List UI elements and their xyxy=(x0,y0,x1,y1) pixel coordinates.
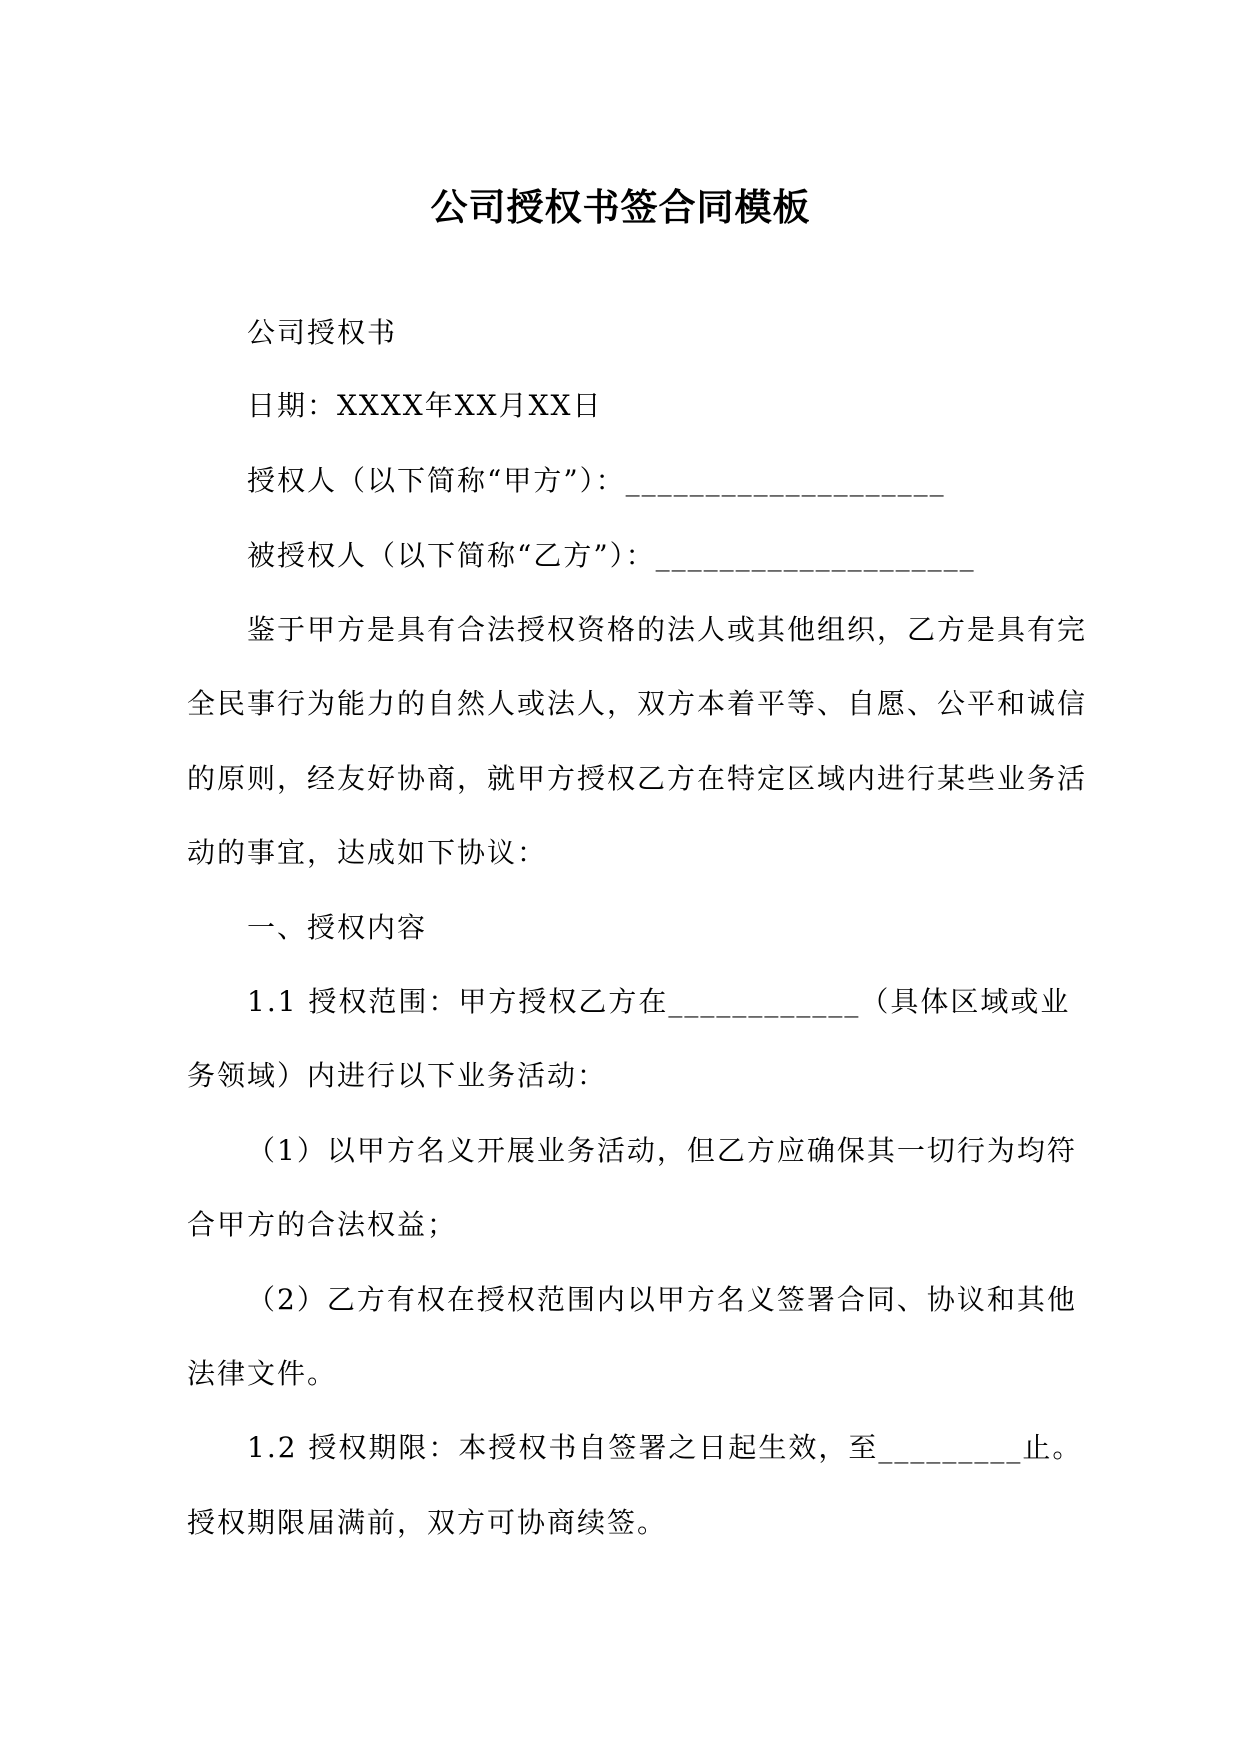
grantee-line: 被授权人（以下简称“乙方”）：____________________ xyxy=(247,539,976,572)
grantor-line: 授权人（以下简称“甲方”）：____________________ xyxy=(247,464,946,497)
clause-line: 授权期限届满前，双方可协商续签。 xyxy=(187,1506,668,1539)
paragraph-line: 鉴于甲方是具有合法授权资格的法人或其他组织，乙方是具有完 xyxy=(247,613,1088,646)
doc-heading-authorization: 公司授权书 xyxy=(247,316,398,349)
clause-line: 1.1 授权范围：甲方授权乙方在____________（具体区域或业 xyxy=(247,985,1071,1018)
section-heading: 一、授权内容 xyxy=(247,911,428,944)
paragraph-line: 的原则，经友好协商，就甲方授权乙方在特定区域内进行某些业务活 xyxy=(187,762,1088,795)
list-item: （1）以甲方名义开展业务活动，但乙方应确保其一切行为均符 xyxy=(247,1134,1077,1167)
list-item-continuation: 合甲方的合法权益； xyxy=(187,1208,458,1241)
list-item: （2）乙方有权在授权范围内以甲方名义签署合同、协议和其他 xyxy=(247,1283,1077,1316)
paragraph-line: 全民事行为能力的自然人或法人，双方本着平等、自愿、公平和诚信 xyxy=(187,687,1088,720)
list-item-continuation: 法律文件。 xyxy=(187,1357,338,1390)
clause-line: 1.2 授权期限：本授权书自签署之日起生效，至_________止。 xyxy=(247,1431,1083,1464)
paragraph-line: 动的事宜，达成如下协议： xyxy=(187,836,548,869)
date-line: 日期：XXXX年XX月XX日 xyxy=(247,389,603,422)
clause-line: 务领域）内进行以下业务活动： xyxy=(187,1059,608,1092)
document-title: 公司授权书签合同模板 xyxy=(430,185,811,229)
